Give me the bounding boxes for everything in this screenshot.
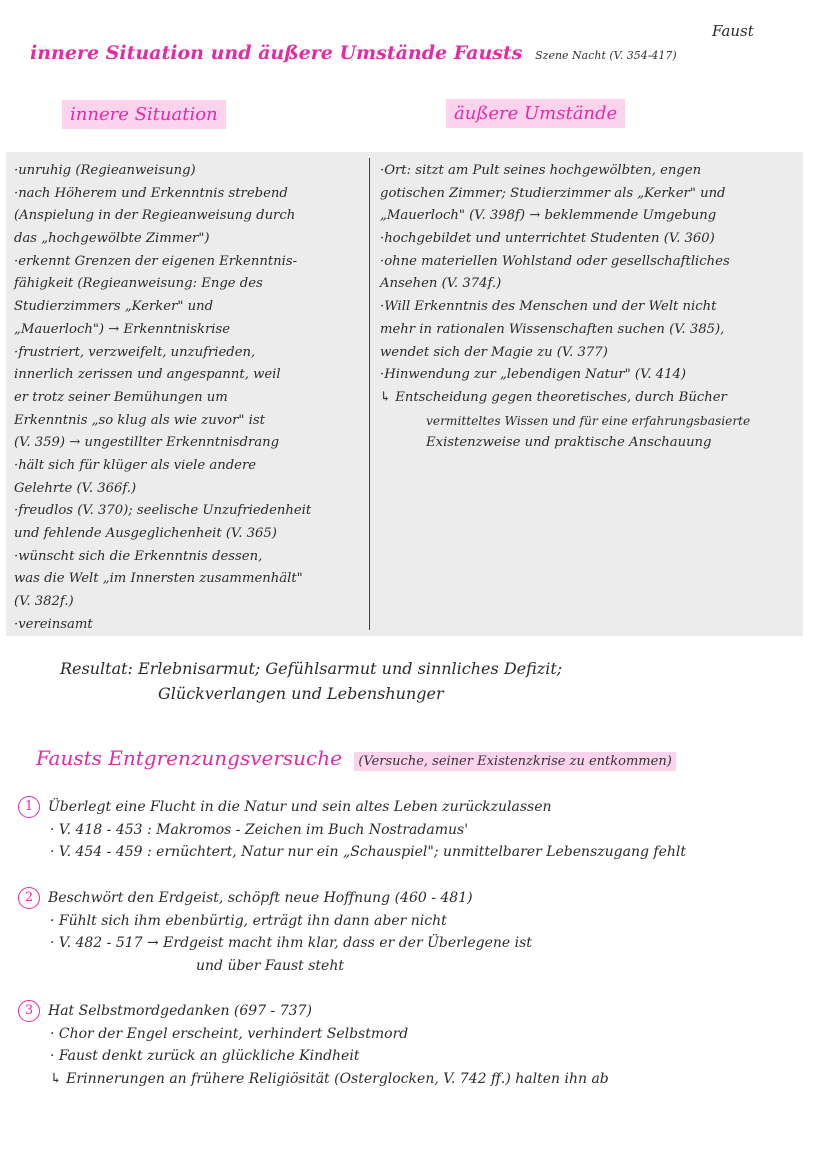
item-sub: und über Faust steht (196, 957, 344, 974)
left-line: ·freudlos (V. 370); seelische Unzufriedenheit (14, 503, 312, 519)
left-line: (V. 382f.) (14, 594, 74, 610)
left-line: ·nach Höherem und Erkenntnis strebend (14, 185, 288, 201)
left-line: ·wünscht sich die Erkenntnis dessen, (14, 548, 263, 564)
item-sub: · V. 482 - 517 → Erdgeist macht ihm klar, dass er der Überlegene ist (50, 935, 532, 951)
left-column-heading: innere Situation (62, 100, 226, 129)
left-line: Erkenntnis „so klug als wie zuvor" ist (14, 412, 265, 428)
section-subtitle: (Versuche, seiner Existenzkrise zu entkommen) (354, 752, 675, 771)
right-line: gotischen Zimmer; Studierzimmer als „Kerker" und (380, 185, 726, 201)
right-column-heading: äußere Umstände (446, 99, 625, 128)
attempt-item (18, 1000, 609, 1090)
attempt-item (18, 887, 532, 977)
left-line: Gelehrte (V. 366f.) (14, 480, 137, 496)
left-line: er trotz seiner Bemühungen um (14, 389, 228, 405)
left-line: ·erkennt Grenzen der eigenen Erkenntnis- (14, 253, 298, 269)
item-number: 2 (18, 887, 40, 909)
left-line: „Mauerloch") → Erkenntniskrise (14, 321, 231, 337)
topic-tag: Faust (712, 22, 754, 40)
right-line: ·ohne materiellen Wohlstand oder gesellschaftliches (380, 253, 730, 269)
title-subtitle: Szene Nacht (V. 354-417) (535, 49, 677, 62)
right-line: ·Hinwendung zur „lebendigen Natur" (V. 414) (380, 367, 686, 383)
section-title (36, 746, 676, 770)
item-number: 1 (18, 796, 40, 818)
item-sub: · Chor der Engel erscheint, verhindert Selbstmord (50, 1025, 409, 1042)
right-line: Existenzweise und praktische Anschauung (426, 435, 712, 451)
right-line: ·Will Erkenntnis des Menschen und der Welt nicht (380, 299, 717, 315)
left-line: ·unruhig (Regieanweisung) (14, 163, 196, 178)
result-line-1: Resultat: Erlebnisarmut; Gefühlsarmut und sinnliches Defizit; (60, 659, 563, 678)
result-line-2: Glückverlangen und Lebenshunger (158, 684, 444, 703)
page-title (30, 42, 677, 64)
right-line: „Mauerloch" (V. 398f) → beklemmende Umgebung (380, 208, 717, 224)
right-line: vermitteltes Wissen und für eine erfahrungsbasierte (426, 413, 751, 428)
section-title-text: Fausts Entgrenzungsversuche (36, 746, 342, 770)
left-line: und fehlende Ausgeglichenheit (V. 365) (14, 526, 277, 541)
attempt-item (18, 796, 686, 864)
left-line: ·frustriert, verzweifelt, unzufrieden, (14, 344, 256, 360)
result-summary (60, 656, 562, 706)
column-divider (369, 158, 370, 630)
item-head: Hat Selbstmordgedanken (697 - 737) (48, 1003, 312, 1019)
item-sub: · V. 418 - 453 : Makromos - Zeichen im Buch Nostradamus' (50, 821, 469, 838)
title-text: innere Situation und äußere Umstände Fausts (30, 42, 523, 64)
left-line: fähigkeit (Regieanweisung: Enge des (14, 276, 263, 292)
item-sub: ↳ Erinnerungen an frühere Religiösität (Osterglocken, V. 742 ff.) halten ihn ab (50, 1070, 609, 1087)
item-head: Beschwört den Erdgeist, schöpft neue Hoffnung (460 - 481) (48, 890, 473, 906)
right-line: wendet sich der Magie zu (V. 377) (380, 344, 608, 360)
item-sub: · Faust denkt zurück an glückliche Kindheit (50, 1048, 360, 1064)
item-sub: · Fühlt sich ihm ebenbürtig, erträgt ihn dann aber nicht (50, 912, 447, 929)
left-line: innerlich zerissen und angespannt, weil (14, 367, 281, 383)
left-line: ·hält sich für klüger als viele andere (14, 457, 257, 473)
right-line: ·Ort: sitzt am Pult seines hochgewölbten, engen (380, 163, 702, 178)
item-number: 3 (18, 1000, 40, 1022)
right-line: Ansehen (V. 374f.) (380, 276, 502, 292)
right-line: mehr in rationalen Wissenschaften suchen (V. 385), (380, 321, 725, 337)
left-line: was die Welt „im Innersten zusammenhält" (14, 571, 303, 587)
left-line: das „hochgewölbte Zimmer") (14, 231, 210, 247)
item-sub: · V. 454 - 459 : ernüchtert, Natur nur ein „Schauspiel"; unmittelbarer Lebenszugang fehlt (50, 844, 686, 860)
right-column (380, 160, 750, 455)
left-column (14, 160, 311, 636)
item-head: Überlegt eine Flucht in die Natur und sein altes Leben zurückzulassen (48, 799, 552, 815)
left-line: Studierzimmers „Kerker" und (14, 299, 214, 315)
left-line: ·vereinsamt (14, 616, 93, 632)
left-line: (V. 359) → ungestillter Erkenntnisdrang (14, 435, 280, 451)
right-line: ↳ Entscheidung gegen theoretisches, durch Bücher (380, 389, 727, 405)
right-line: ·hochgebildet und unterrichtet Studenten (V. 360) (380, 231, 715, 247)
left-line: (Anspielung in der Regieanweisung durch (14, 208, 296, 224)
